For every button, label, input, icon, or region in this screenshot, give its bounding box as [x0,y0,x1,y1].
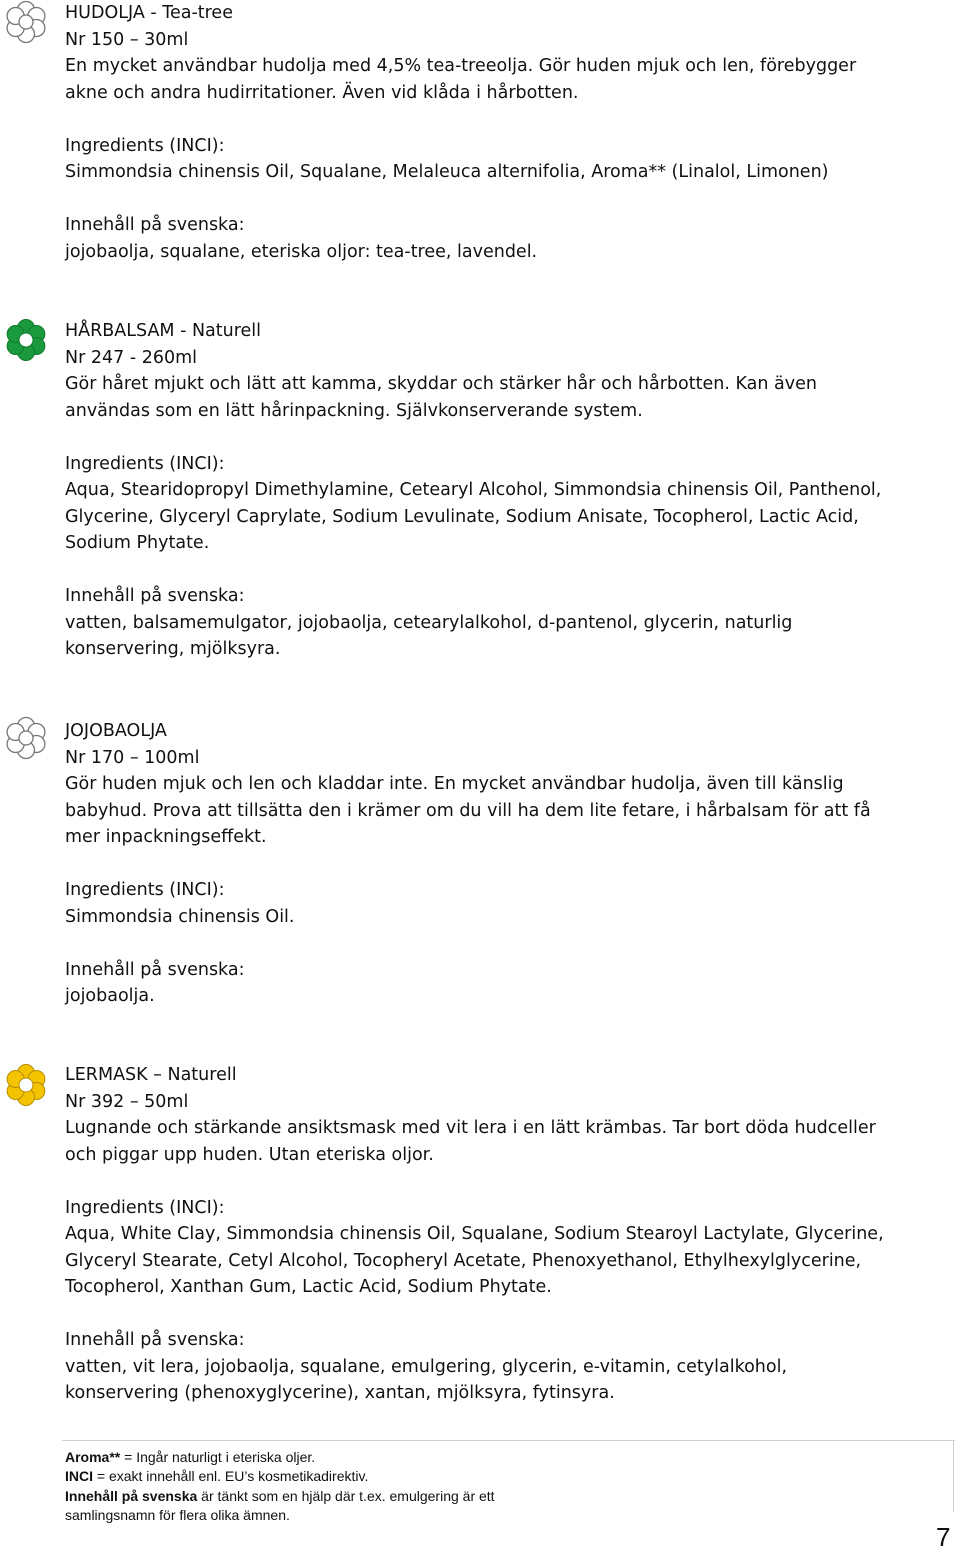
footnote-term: INCI [65,1468,93,1485]
swedish-label: Innehåll på svenska: [65,586,245,606]
product-description: Lugnande och stärkande ansiktsmask med vit lera i en lätt krämbas. Tar bort döda hudceller [65,1118,876,1138]
ingredients-label: Ingredients (INCI): [65,453,225,474]
product-harbalsam [65,318,955,663]
footnote-definition: är tänkt som en hjälp där t.ex. emulgering är ett [197,1487,495,1504]
ingredients-label: Ingredients (INCI): [65,135,225,156]
product-number: Nr 247 - 260ml [65,347,198,368]
product-jojobaolja [65,718,955,1010]
product-description: akne och andra hudirritationer. Även vid klåda i hårbotten. [65,82,579,103]
product-number: Nr 150 – 30ml [65,29,189,50]
flower-center [19,731,33,745]
footer-notes [65,1448,665,1525]
product-number: Nr 170 – 100ml [65,747,200,768]
ingredients-label: Ingredients (INCI): [65,1197,225,1218]
footnote-aroma [65,1448,665,1467]
product-number: Nr 392 – 50ml [65,1091,189,1112]
product-description: En mycket användbar hudolja med 4,5% tea-treeolja. Gör huden mjuk och len, förebygger [65,56,857,76]
product-title: HUDOLJA - Tea-tree [65,3,233,23]
ingredients-label: Ingredients (INCI): [65,880,225,900]
ingredients-text: Simmondsia chinensis Oil. [65,906,295,927]
swedish-text: jojobaolja, squalane, eteriska oljor: tea-tree, lavendel. [65,241,538,262]
product-title: HÅRBALSAM - Naturell [65,321,262,341]
footnote-svenska [65,1487,665,1506]
swedish-text: vatten, vit lera, jojobaolja, squalane, emulgering, glycerin, e-vitamin, cetylalkohol, [65,1356,788,1377]
footer-divider-vertical [953,1440,954,1512]
footnote-definition: = Ingår naturligt i eteriska oljer. [120,1449,316,1465]
product-description: babyhud. Prova att tillsätta den i krämer om du vill ha dem lite fetare, i hårbalsam för att få [65,800,871,821]
swedish-text: vatten, balsamemulgator, jojobaolja, cetearylalkohol, d-pantenol, glycerin, naturlig [65,612,793,633]
ingredients-text: Sodium Phytate. [65,533,210,553]
ingredients-text: Tocopherol, Xanthan Gum, Lactic Acid, Sodium Phytate. [65,1277,552,1297]
product-description: mer inpackningseffekt. [65,827,267,847]
footnote-definition: = exakt innehåll enl. EU’s kosmetikadirektiv. [93,1468,369,1485]
swedish-text: jojobaolja. [65,986,155,1006]
ingredients-text: Aqua, Stearidopropyl Dimethylamine, Cetearyl Alcohol, Simmondsia chinensis Oil, Panthenol, [65,480,882,500]
flower-outline-icon [4,716,48,760]
product-description: Gör håret mjukt och lätt att kamma, skyddar och stärker hår och hårbotten. Kan även [65,374,817,394]
footnote-term: Aroma** [65,1449,121,1465]
page-number: 7 [936,1522,951,1552]
swedish-label: Innehåll på svenska: [65,959,245,980]
flower-center [19,15,33,29]
ingredients-text: Glycerine, Glyceryl Caprylate, Sodium Levulinate, Sodium Anisate, Tocopherol, Lactic Acid, [65,506,859,527]
footnote-inci [65,1467,665,1486]
flower-outline-icon [4,0,48,44]
product-title: LERMASK – Naturell [65,1065,237,1085]
ingredients-text: Simmondsia chinensis Oil, Squalane, Melaleuca alternifolia, Aroma** (Linalol, Limonen) [65,162,829,182]
swedish-text: konservering, mjölksyra. [65,639,281,659]
swedish-label: Innehåll på svenska: [65,215,245,235]
flower-yellow-icon [4,1063,48,1107]
product-hudolja [65,0,955,265]
product-description: användas som en lätt hårinpackning. Självkonserverande system. [65,400,643,421]
swedish-label: Innehåll på svenska: [65,1330,245,1350]
product-lermask [65,1062,955,1407]
footer-divider [62,1440,955,1441]
ingredients-text: Aqua, White Clay, Simmondsia chinensis Oil, Squalane, Sodium Stearoyl Lactylate, Glycerine, [65,1224,884,1244]
footnote-svenska-cont: samlingsnamn för flera olika ämnen. [65,1506,290,1523]
product-description: och piggar upp huden. Utan eteriska oljor. [65,1144,434,1165]
product-title: JOJOBAOLJA [65,721,167,741]
footnote-term: Innehåll på svenska [65,1487,198,1504]
flower-center [19,1078,33,1092]
product-description: Gör huden mjuk och len och kladdar inte. En mycket användbar hudolja, även till känslig [65,774,844,794]
ingredients-text: Glyceryl Stearate, Cetyl Alcohol, Tocopheryl Acetate, Phenoxyethanol, Ethylhexylglycerine, [65,1250,862,1271]
swedish-text: konservering (phenoxyglycerine), xantan, mjölksyra, fytinsyra. [65,1383,615,1403]
flower-center [19,333,33,347]
flower-green-icon [4,318,48,362]
